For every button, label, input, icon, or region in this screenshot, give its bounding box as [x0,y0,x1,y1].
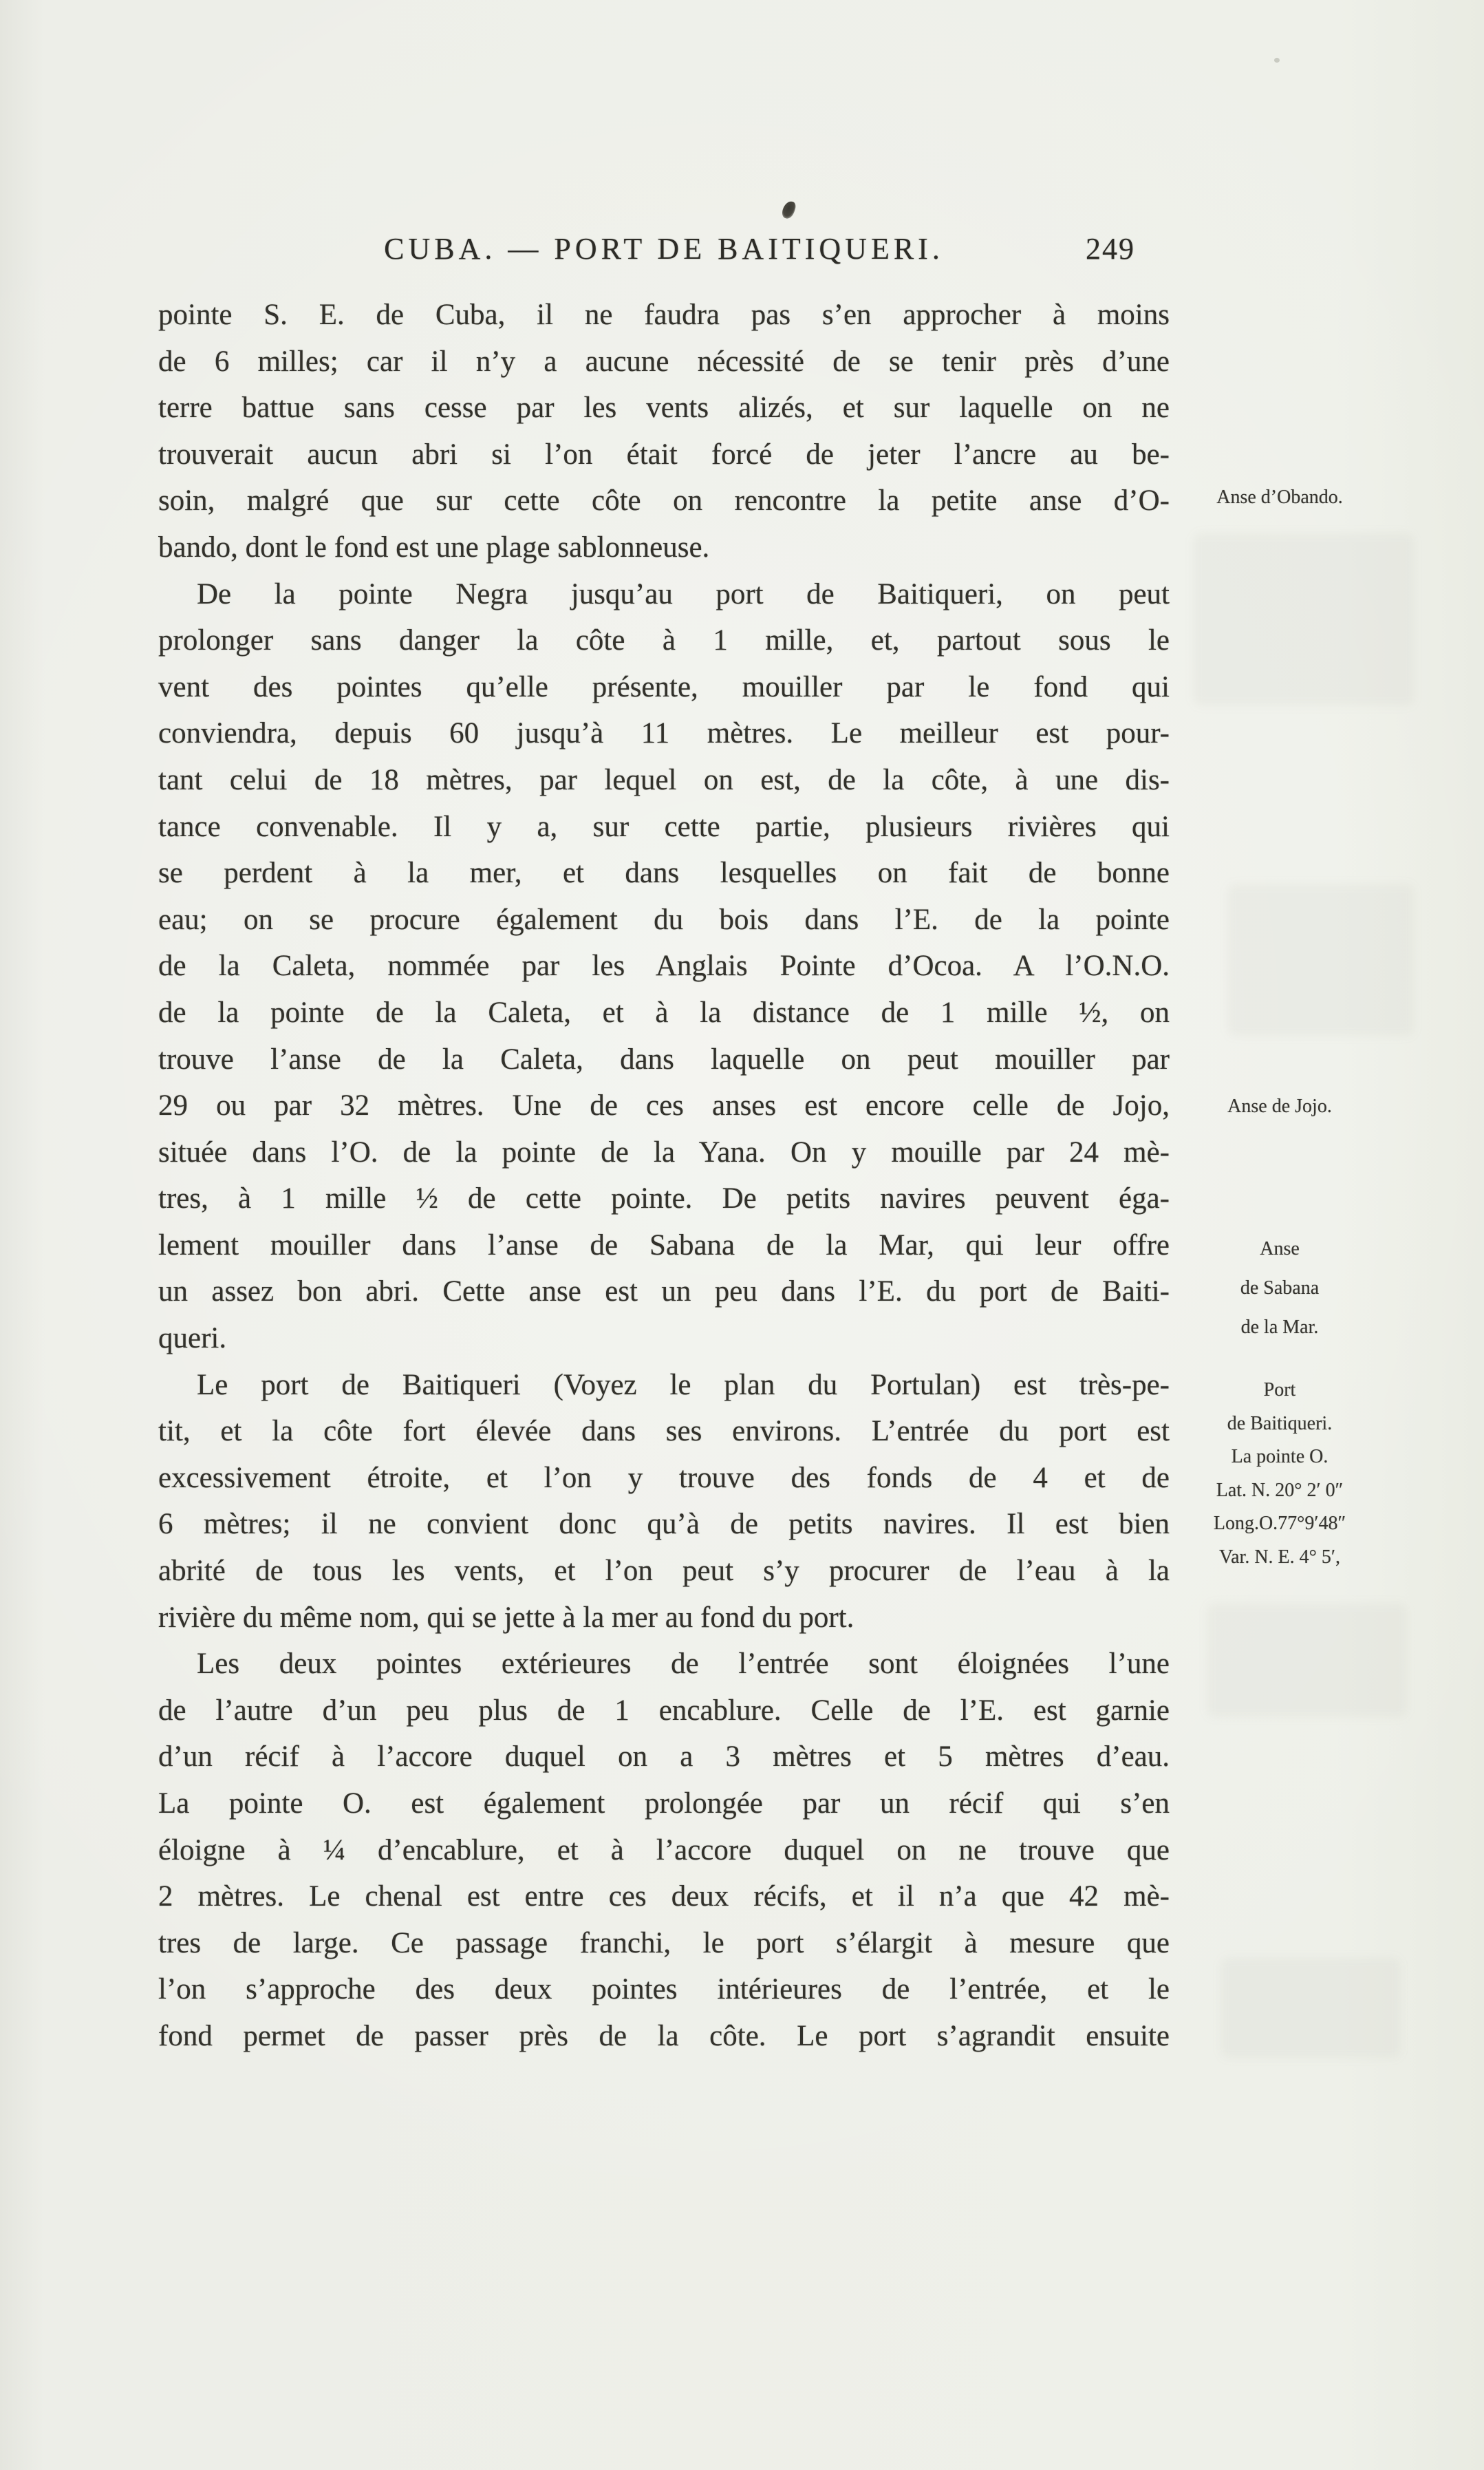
text-line: de 6 milles; car il n’y a aucune nécessité de se tenir près d’une [158,345,1170,378]
text-line: éloigne à ¼ d’encablure, et à l’accore duquel on ne trouve que [158,1833,1170,1866]
text-line: rivière du même nom, qui se jette à la mer au fond du port. [158,1601,854,1634]
margin-note-port-baitiqueri [1142,1374,1417,1574]
show-through-smudge [1221,1958,1400,2058]
show-through-smudge [1207,1604,1407,1717]
running-header-title: CUBA. — PORT DE BAITIQUERI. [384,232,944,266]
body-text [158,292,1170,2060]
page-number: 249 [1086,232,1135,266]
ink-blot-artifact [780,200,797,220]
note-line: Anse d’Obando. [1216,487,1343,508]
text-line: Les deux pointes extérieures de l’entrée sont éloignées l’une [197,1648,1170,1681]
note-line: Anse [1260,1238,1300,1259]
note-line: La pointe O. [1231,1446,1329,1467]
margin-note-anse-sabana [1142,1229,1417,1347]
text-line: excessivement étroite, et l’on y trouve des fonds de 4 et de [158,1461,1170,1494]
text-line: De la pointe Negra jusqu’au port de Baitiqueri, on peut [197,577,1170,610]
text-line: bando, dont le fond est une plage sablonneuse. [158,531,710,564]
note-line: de Sabana [1240,1277,1320,1299]
text-line: fond permet de passer près de la côte. Le port s’agrandit ensuite [158,2019,1170,2052]
text-line: prolonger sans danger la côte à 1 mille, et, partout sous le [158,624,1170,657]
text-line: soin, malgré que sur cette côte on rencontre la petite anse d’O- [158,485,1170,518]
note-line: Long.O.77°9′48″ [1213,1513,1346,1534]
text-line: terre battue sans cesse par les vents alizés, et sur laquelle on ne [158,392,1170,425]
text-line: tant celui de 18 mètres, par lequel on est, de la côte, à une dis- [158,763,1170,796]
show-through-smudge [1194,533,1414,705]
paper-speck [1274,58,1280,63]
show-through-smudge [1228,884,1414,1036]
note-line: Anse de Jojo. [1227,1096,1332,1117]
text-line: trouverait aucun abri si l’on était forcé de jeter l’ancre au be- [158,438,1170,471]
text-line: tit, et la côte fort élevée dans ses environs. L’entrée du port est [158,1415,1170,1448]
text-line: de l’autre d’un peu plus de 1 encablure. Celle de l’E. est garnie [158,1694,1170,1727]
text-line: queri. [158,1322,227,1355]
margin-note-anse-obando [1142,484,1417,511]
text-line: eau; on se procure également du bois dans l’E. de la pointe [158,903,1170,936]
note-line: de la Mar. [1240,1317,1319,1338]
text-line: abrité de tous les vents, et l’on peut s’y procurer de l’eau à la [158,1555,1170,1588]
text-line: vent des pointes qu’elle présente, mouiller par le fond qui [158,670,1170,703]
text-line: pointe S. E. de Cuba, il ne faudra pas s’en approcher à moins [158,299,1170,331]
text-line: 6 mètres; il ne convient donc qu’à de petits navires. Il est bien [158,1508,1170,1541]
text-line: d’un récif à l’accore duquel on a 3 mètres et 5 mètres d’eau. [158,1740,1170,1774]
margin-note-anse-jojo [1142,1093,1417,1120]
text-line: située dans l’O. de la pointe de la Yana. On y mouille par 24 mè- [158,1136,1170,1169]
text-line: 2 mètres. Le chenal est entre ces deux récifs, et il n’a que 42 mè- [158,1880,1170,1913]
text-line: tance convenable. Il y a, sur cette partie, plusieurs rivières qui [158,810,1170,843]
text-line: se perdent à la mer, et dans lesquelles on fait de bonne [158,857,1170,890]
text-line: de la Caleta, nommée par les Anglais Pointe d’Ocoa. A l’O.N.O. [158,950,1170,983]
note-line: Lat. N. 20° 2′ 0″ [1216,1479,1344,1501]
text-line: trouve l’anse de la Caleta, dans laquelle on peut mouiller par [158,1043,1170,1076]
text-line: tres, à 1 mille ½ de cette pointe. De petits navires peuvent éga- [158,1182,1170,1215]
text-line: l’on s’approche des deux pointes intérieures de l’entrée, et le [158,1973,1170,2006]
note-line: Var. N. E. 4° 5′, [1219,1546,1340,1568]
text-line: 29 ou par 32 mètres. Une de ces anses est encore celle de Jojo, [158,1089,1170,1122]
text-line: La pointe O. est également prolongée par un récif qui s’en [158,1787,1170,1820]
text-line: un assez bon abri. Cette anse est un peu dans l’E. du port de Baiti- [158,1275,1170,1308]
text-line: de la pointe de la Caleta, et à la distance de 1 mille ½, on [158,996,1170,1029]
text-line: tres de large. Ce passage franchi, le port s’élargit à mesure que [158,1926,1170,1959]
note-line: Port [1263,1379,1296,1401]
note-line: de Baitiqueri. [1227,1412,1333,1434]
text-line: conviendra, depuis 60 jusqu’à 11 mètres. Le meilleur est pour- [158,717,1170,750]
text-line: Le port de Baitiqueri (Voyez le plan du Portulan) est très-pe- [197,1368,1170,1401]
text-line: lement mouiller dans l’anse de Sabana de la Mar, qui leur offre [158,1228,1170,1261]
